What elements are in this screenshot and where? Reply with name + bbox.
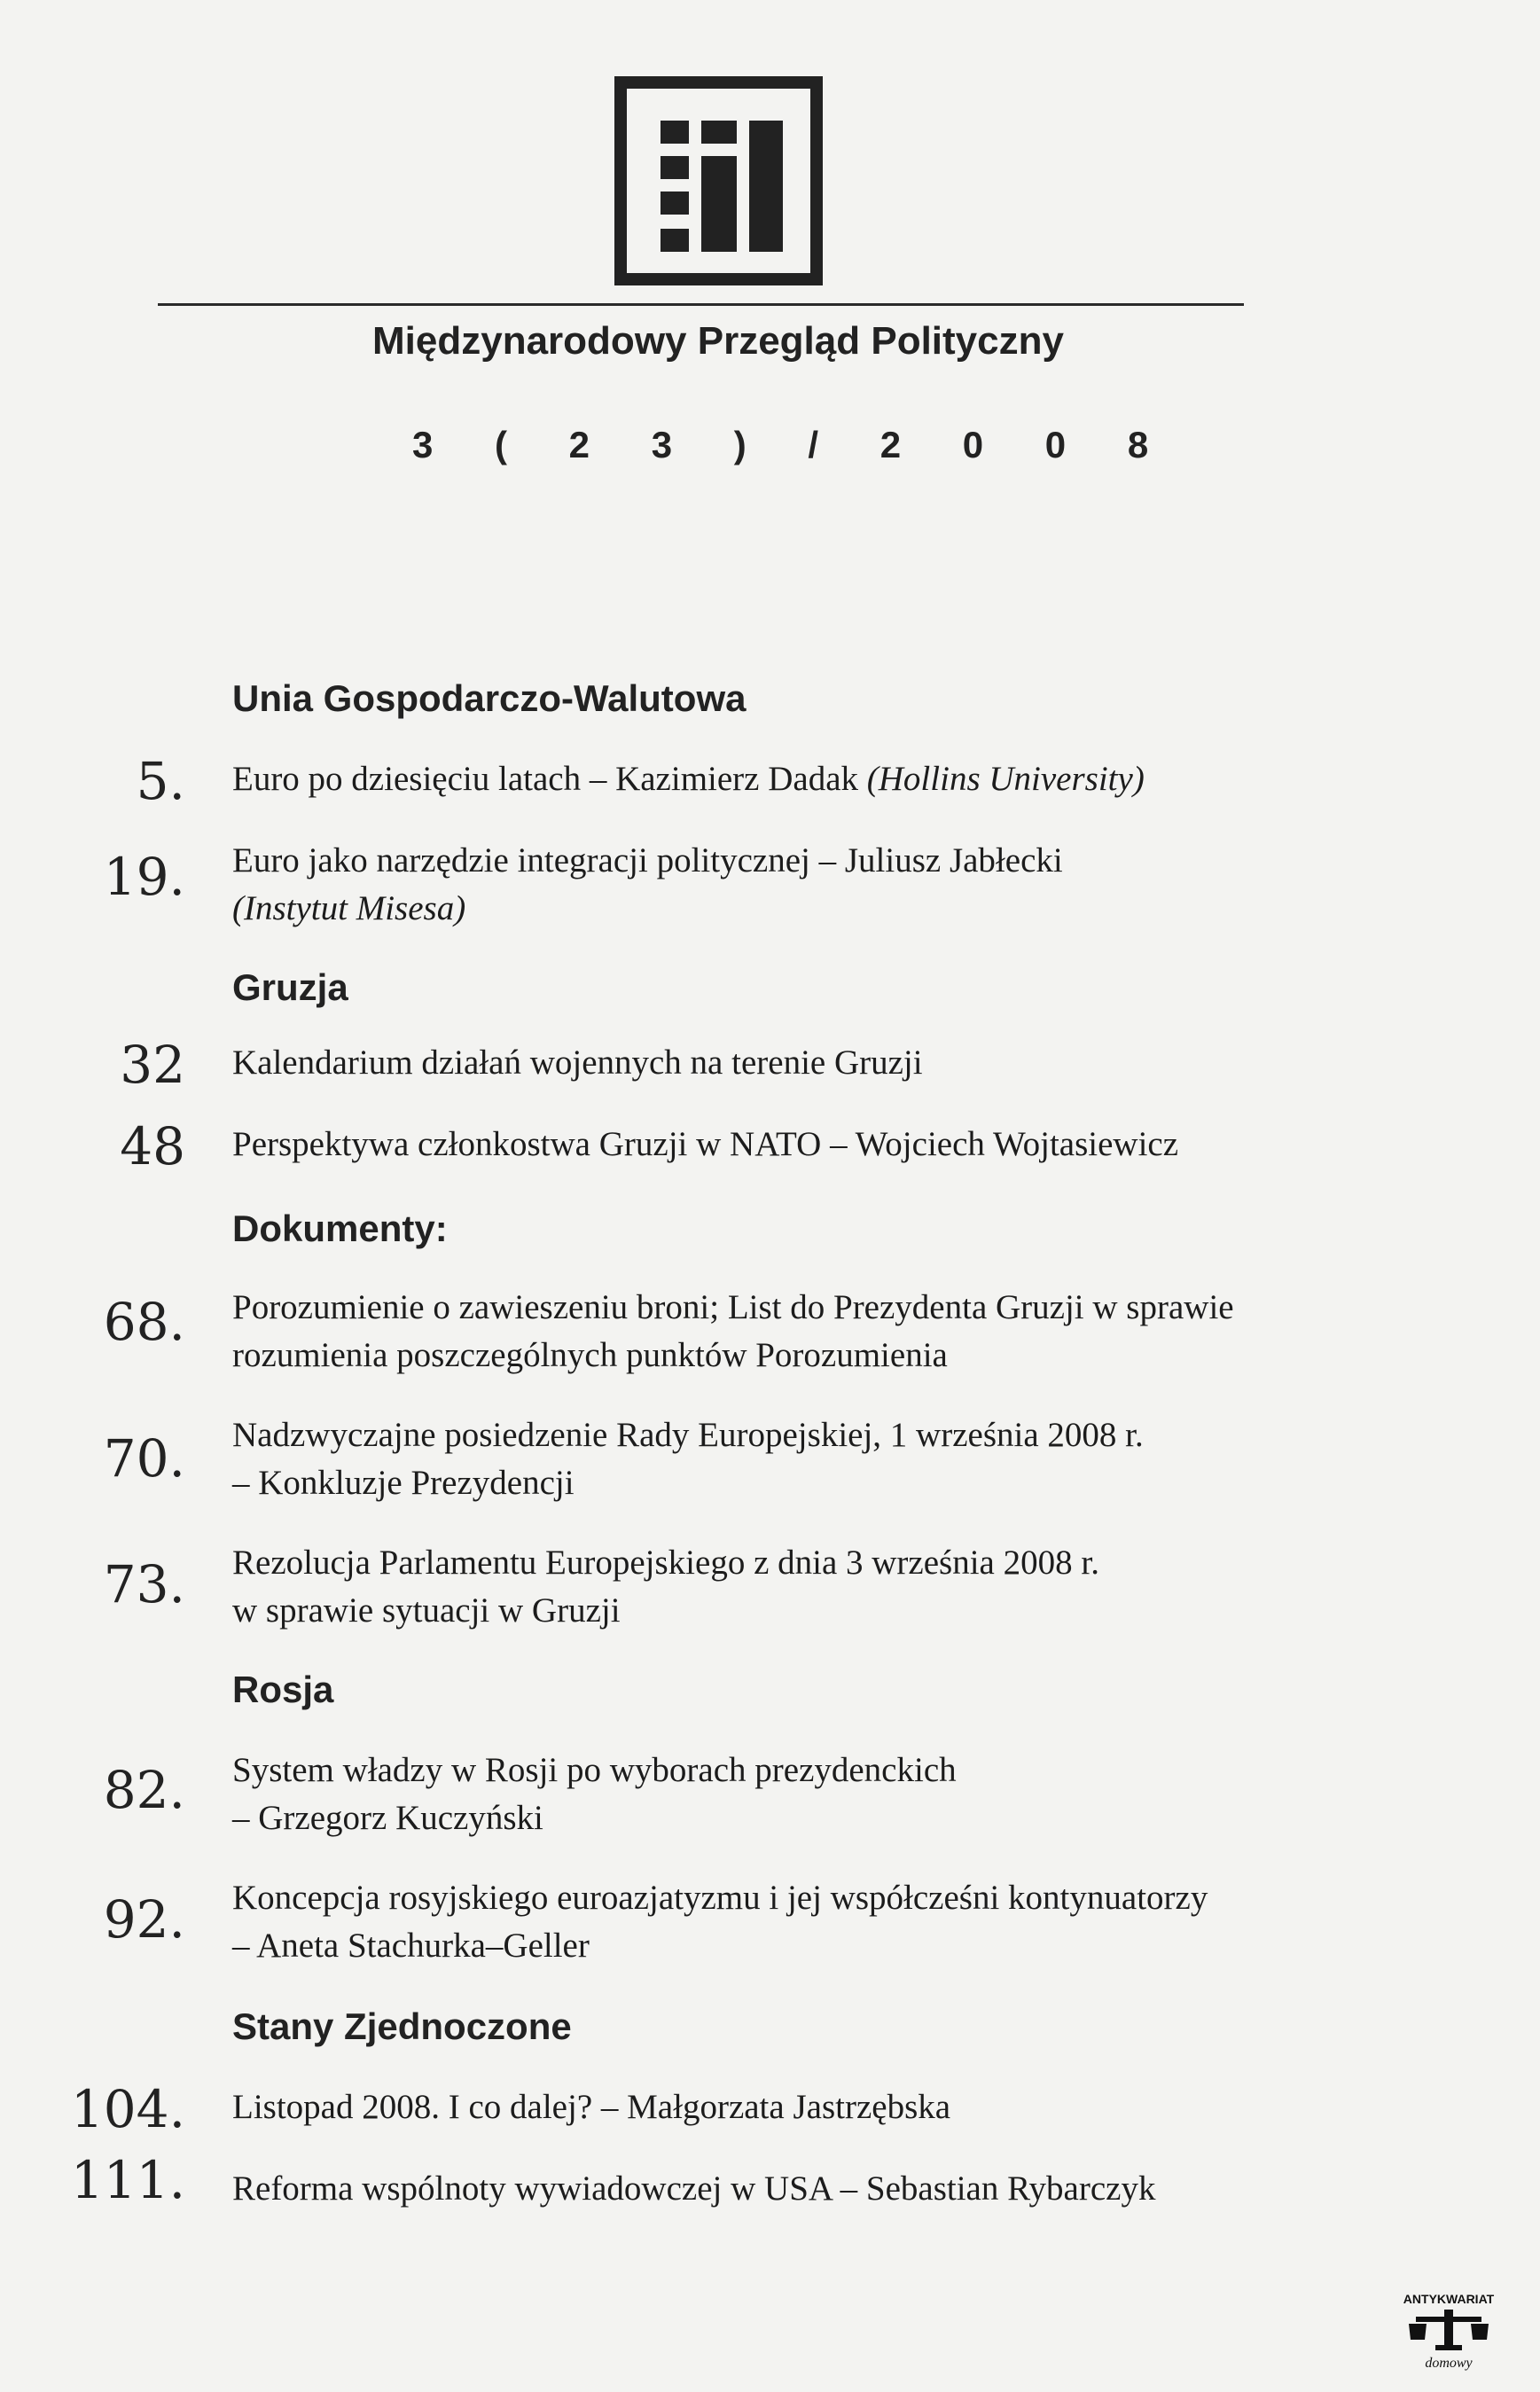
- page-number: 92.: [103, 1889, 185, 1950]
- entry-title: Koncepcja rosyjskiego euroazjatyzmu i jej współcześni kontynuatorzy – Aneta Stachurka–Geller: [232, 1879, 1208, 1965]
- section-heading: Stany Zjednoczone: [232, 2005, 572, 2047]
- entry-title: Nadzwyczajne posiedzenie Rady Europejskiej, 1 września 2008 r. – Konkluzje Prezydencji: [232, 1416, 1144, 1502]
- page-number: 70.: [103, 1428, 185, 1489]
- section-heading: Gruzja: [232, 966, 348, 1008]
- antykwariat-stamp: ANTYKWARIAT domowy: [1395, 2292, 1502, 2380]
- journal-title: Międzynarodowy Przegląd Polityczny: [372, 319, 1064, 363]
- header-rule: [158, 303, 1244, 306]
- entry-title: Listopad 2008. I co dalej? – Małgorzata Jastrzębska: [232, 2088, 951, 2126]
- journal-issue: 3 ( 2 3 ) / 2 0 0 8: [412, 424, 1175, 465]
- page-number: 48: [120, 1116, 185, 1176]
- entry-title: Reforma wspólnoty wywiadowczej w USA – Sebastian Rybarczyk: [232, 2169, 1156, 2208]
- entry-title: System władzy w Rosji po wyborach prezydenckich – Grzegorz Kuczyński: [232, 1751, 957, 1837]
- entry-title: Euro jako narzędzie integracji politycznej – Juliusz Jabłecki (Instytut Misesa): [232, 841, 1063, 927]
- page-number: 68.: [103, 1292, 185, 1352]
- section-heading: Unia Gospodarczo-Walutowa: [232, 677, 747, 719]
- page-number: 82.: [103, 1760, 185, 1820]
- entry-title: Porozumienie o zawieszeniu broni; List do Prezydenta Gruzji w sprawie rozumienia poszczególnych punktów Porozumienia: [232, 1288, 1234, 1374]
- lamp-icon: [1400, 2308, 1497, 2352]
- section-heading: Dokumenty:: [232, 1208, 448, 1249]
- section-heading: Rosja: [232, 1669, 334, 1710]
- page-number: 111.: [70, 2150, 185, 2210]
- entry-title: Euro po dziesięciu latach – Kazimierz Dadak (Hollins University): [232, 760, 1145, 798]
- entry-title: Kalendarium działań wojennych na terenie Gruzji: [232, 1044, 923, 1082]
- page-number: 19.: [103, 847, 185, 907]
- page-number: 73.: [103, 1554, 185, 1614]
- page-number: 5.: [136, 751, 185, 811]
- journal-logo: [614, 76, 823, 285]
- entry-title: Rezolucja Parlamentu Europejskiego z dnia 3 września 2008 r. w sprawie sytuacji w Gruzji: [232, 1544, 1099, 1630]
- page-number: 32: [120, 1035, 185, 1095]
- entry-title: Perspektywa członkostwa Gruzji w NATO – Wojciech Wojtasiewicz: [232, 1125, 1179, 1163]
- page-number: 104.: [70, 2079, 185, 2139]
